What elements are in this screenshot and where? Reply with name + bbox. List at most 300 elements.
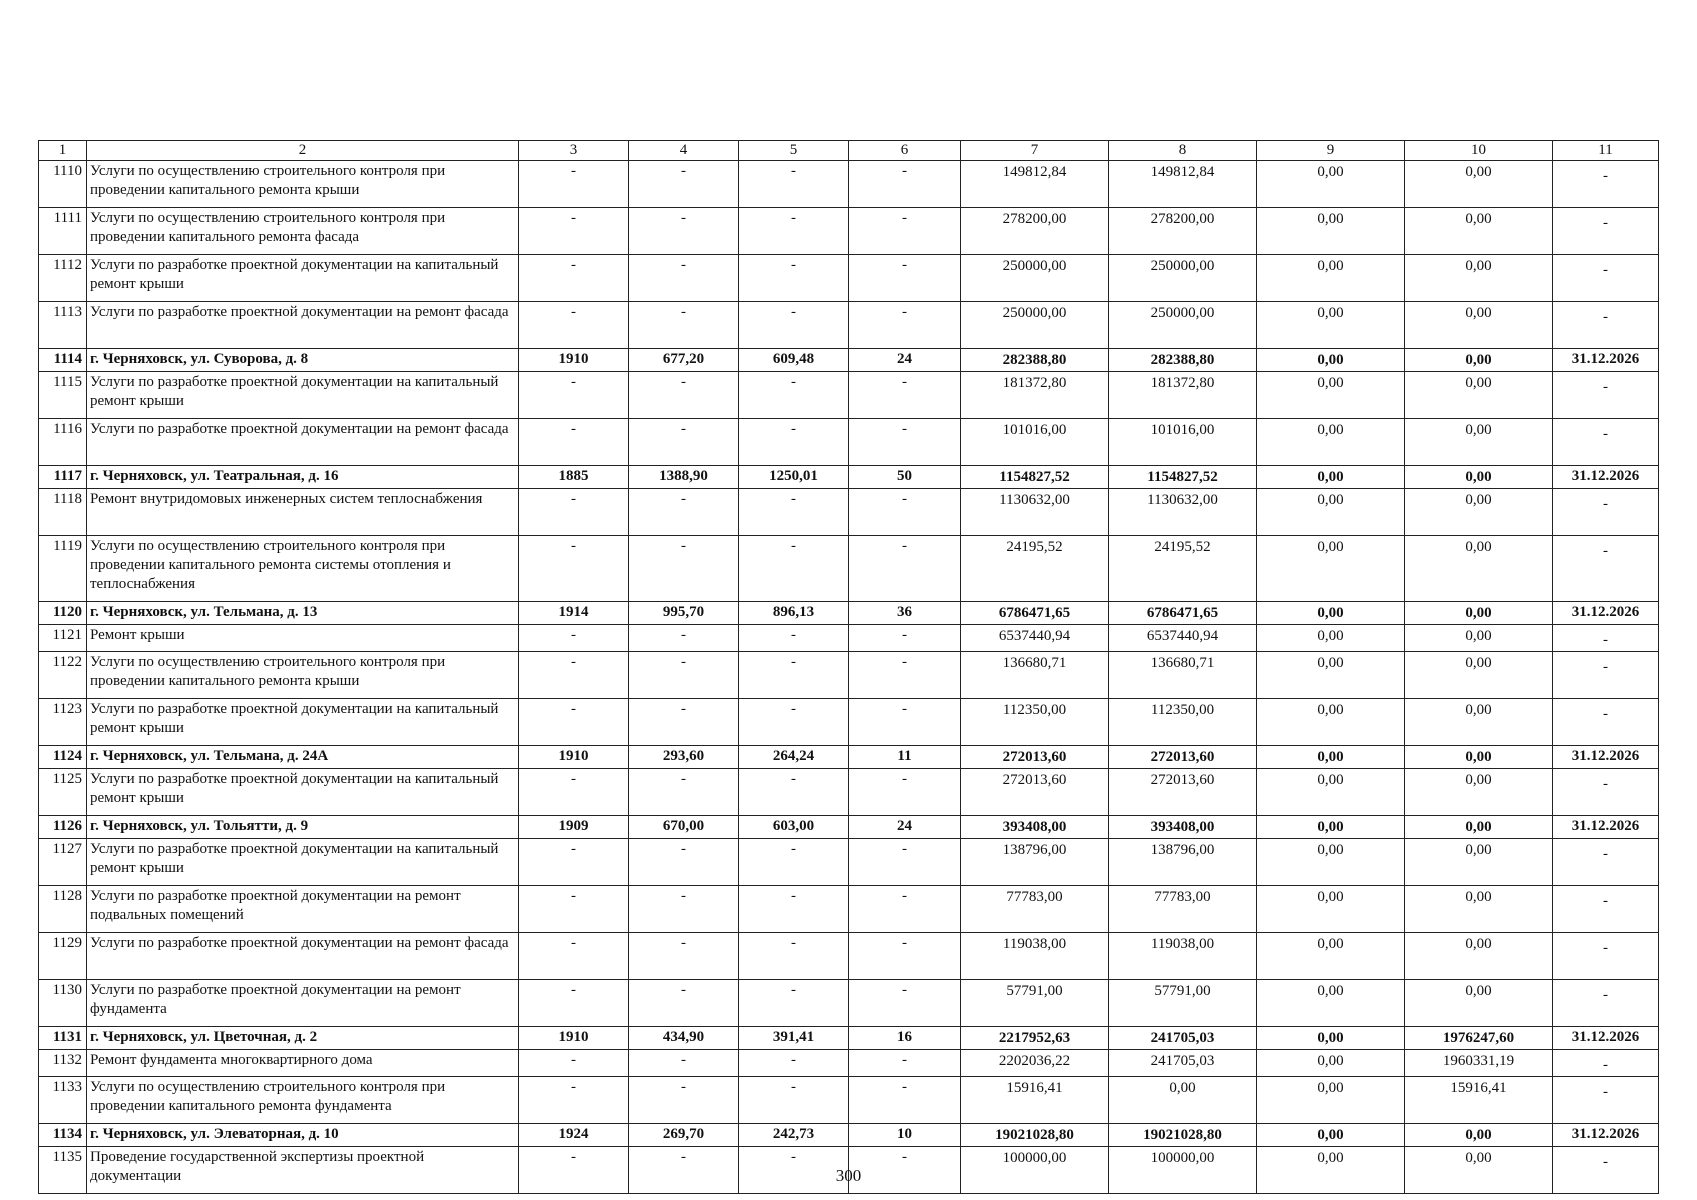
cell-col-2: г. Черняховск, ул. Элеваторная, д. 10 (87, 1124, 519, 1147)
cell-col-1: 1119 (39, 536, 87, 602)
cell-col-11: - (1553, 933, 1659, 980)
cell-col-7: 77783,00 (961, 886, 1109, 933)
cell-col-1: 1134 (39, 1124, 87, 1147)
cell-col-8: 241705,03 (1109, 1027, 1257, 1050)
cell-col-8: 6537440,94 (1109, 625, 1257, 652)
cell-col-3: - (519, 372, 629, 419)
cell-col-8: 0,00 (1109, 1077, 1257, 1124)
cell-col-11: - (1553, 372, 1659, 419)
cell-col-2: Услуги по разработке проектной документации на капитальный ремонт крыши (87, 255, 519, 302)
column-number-3: 3 (519, 141, 629, 161)
cell-col-6: - (849, 699, 961, 746)
cell-col-7: 250000,00 (961, 255, 1109, 302)
cell-col-5: - (739, 255, 849, 302)
cell-col-8: 278200,00 (1109, 208, 1257, 255)
cell-col-7: 112350,00 (961, 699, 1109, 746)
cell-col-2: Услуги по разработке проектной документации на капитальный ремонт крыши (87, 699, 519, 746)
column-number-10: 10 (1405, 141, 1553, 161)
cell-col-11: - (1553, 419, 1659, 466)
cell-col-7: 101016,00 (961, 419, 1109, 466)
cell-col-1: 1114 (39, 349, 87, 372)
cell-col-10: 15916,41 (1405, 1077, 1553, 1124)
cell-col-4: 670,00 (629, 816, 739, 839)
cell-col-10: 0,00 (1405, 886, 1553, 933)
cell-col-7: 278200,00 (961, 208, 1109, 255)
cell-col-11: 31.12.2026 (1553, 1027, 1659, 1050)
column-number-2: 2 (87, 141, 519, 161)
cell-col-2: Услуги по разработке проектной документации на капитальный ремонт крыши (87, 372, 519, 419)
cell-col-9: 0,00 (1257, 536, 1405, 602)
cell-col-11: - (1553, 489, 1659, 536)
cell-col-8: 19021028,80 (1109, 1124, 1257, 1147)
cell-col-4: - (629, 625, 739, 652)
cell-col-10: 0,00 (1405, 161, 1553, 208)
cell-col-9: 0,00 (1257, 349, 1405, 372)
cell-col-1: 1129 (39, 933, 87, 980)
cell-col-5: - (739, 302, 849, 349)
cell-col-2: Услуги по разработке проектной документации на ремонт фасада (87, 419, 519, 466)
table-row (39, 255, 1659, 302)
cell-col-8: 24195,52 (1109, 536, 1257, 602)
cell-col-1: 1113 (39, 302, 87, 349)
column-number-4: 4 (629, 141, 739, 161)
table-row (39, 652, 1659, 699)
cell-col-3: - (519, 980, 629, 1027)
cell-col-9: 0,00 (1257, 1050, 1405, 1077)
cell-col-1: 1125 (39, 769, 87, 816)
cell-col-10: 1960331,19 (1405, 1050, 1553, 1077)
cell-col-5: - (739, 625, 849, 652)
cell-col-11: - (1553, 208, 1659, 255)
address-row (39, 746, 1659, 769)
cell-col-5: - (739, 839, 849, 886)
cell-col-10: 0,00 (1405, 489, 1553, 536)
cell-col-8: 241705,03 (1109, 1050, 1257, 1077)
table-row (39, 980, 1659, 1027)
cell-col-7: 6537440,94 (961, 625, 1109, 652)
cell-col-6: - (849, 1077, 961, 1124)
cell-col-5: - (739, 699, 849, 746)
cell-col-3: - (519, 489, 629, 536)
page-number: 300 (835, 1166, 862, 1185)
cell-col-11: - (1553, 1147, 1659, 1194)
cell-col-4: - (629, 161, 739, 208)
cell-col-3: 1910 (519, 1027, 629, 1050)
cell-col-2: Проведение государственной экспертизы проектной документации (87, 1147, 519, 1194)
cell-col-10: 0,00 (1405, 255, 1553, 302)
cell-col-9: 0,00 (1257, 602, 1405, 625)
address-row (39, 466, 1659, 489)
cell-col-2: Услуги по осуществлению строительного контроля при проведении капитального ремонта фасада (87, 208, 519, 255)
cell-col-2: г. Черняховск, ул. Суворова, д. 8 (87, 349, 519, 372)
cell-col-9: 0,00 (1257, 489, 1405, 536)
column-number-row (39, 141, 1659, 161)
cell-col-3: - (519, 536, 629, 602)
cell-col-6: - (849, 1050, 961, 1077)
cell-col-8: 1130632,00 (1109, 489, 1257, 536)
cell-col-3: - (519, 1050, 629, 1077)
cell-col-2: г. Черняховск, ул. Тельмана, д. 13 (87, 602, 519, 625)
cell-col-2: Услуги по осуществлению строительного контроля при проведении капитального ремонта системы отопления и теплоснабжения (87, 536, 519, 602)
cell-col-1: 1131 (39, 1027, 87, 1050)
address-row (39, 1124, 1659, 1147)
cell-col-9: 0,00 (1257, 419, 1405, 466)
cell-col-6: - (849, 652, 961, 699)
table-row (39, 886, 1659, 933)
cell-col-6: - (849, 372, 961, 419)
cell-col-9: 0,00 (1257, 466, 1405, 489)
cell-col-2: Услуги по разработке проектной документации на ремонт фасада (87, 933, 519, 980)
cell-col-11: 31.12.2026 (1553, 816, 1659, 839)
cell-col-3: 1910 (519, 349, 629, 372)
cell-col-7: 181372,80 (961, 372, 1109, 419)
cell-col-9: 0,00 (1257, 652, 1405, 699)
cell-col-8: 57791,00 (1109, 980, 1257, 1027)
cell-col-6: - (849, 536, 961, 602)
cell-col-10: 0,00 (1405, 699, 1553, 746)
cell-col-11: 31.12.2026 (1553, 349, 1659, 372)
table-row (39, 302, 1659, 349)
cell-col-6: - (849, 933, 961, 980)
cell-col-10: 0,00 (1405, 625, 1553, 652)
cell-col-9: 0,00 (1257, 769, 1405, 816)
cell-col-2: Услуги по осуществлению строительного контроля при проведении капитального ремонта фундамента (87, 1077, 519, 1124)
cell-col-10: 0,00 (1405, 933, 1553, 980)
column-number-9: 9 (1257, 141, 1405, 161)
cell-col-2: Услуги по разработке проектной документации на ремонт фундамента (87, 980, 519, 1027)
cell-col-1: 1121 (39, 625, 87, 652)
cell-col-4: - (629, 372, 739, 419)
cell-col-7: 250000,00 (961, 302, 1109, 349)
cell-col-8: 77783,00 (1109, 886, 1257, 933)
cell-col-3: - (519, 769, 629, 816)
cell-col-7: 282388,80 (961, 349, 1109, 372)
cell-col-10: 0,00 (1405, 980, 1553, 1027)
table-row (39, 372, 1659, 419)
cell-col-2: Услуги по разработке проектной документации на капитальный ремонт крыши (87, 769, 519, 816)
cell-col-3: - (519, 255, 629, 302)
cell-col-4: - (629, 652, 739, 699)
cell-col-6: 11 (849, 746, 961, 769)
cell-col-7: 1154827,52 (961, 466, 1109, 489)
cell-col-10: 0,00 (1405, 208, 1553, 255)
cell-col-9: 0,00 (1257, 886, 1405, 933)
table-row (39, 625, 1659, 652)
cell-col-4: - (629, 839, 739, 886)
cell-col-3: - (519, 1077, 629, 1124)
cell-col-7: 2217952,63 (961, 1027, 1109, 1050)
cell-col-6: - (849, 419, 961, 466)
column-number-11: 11 (1553, 141, 1659, 161)
cell-col-9: 0,00 (1257, 816, 1405, 839)
cell-col-8: 282388,80 (1109, 349, 1257, 372)
cell-col-6: 50 (849, 466, 961, 489)
cell-col-2: Услуги по разработке проектной документации на ремонт фасада (87, 302, 519, 349)
cell-col-2: Ремонт фундамента многоквартирного дома (87, 1050, 519, 1077)
cell-col-5: - (739, 769, 849, 816)
cell-col-4: 293,60 (629, 746, 739, 769)
cell-col-1: 1120 (39, 602, 87, 625)
cell-col-3: - (519, 933, 629, 980)
cell-col-5: - (739, 372, 849, 419)
cell-col-11: - (1553, 536, 1659, 602)
cell-col-9: 0,00 (1257, 839, 1405, 886)
table-row (39, 1050, 1659, 1077)
cell-col-3: - (519, 652, 629, 699)
cell-col-5: - (739, 933, 849, 980)
cell-col-8: 393408,00 (1109, 816, 1257, 839)
column-number-8: 8 (1109, 141, 1257, 161)
cell-col-8: 250000,00 (1109, 255, 1257, 302)
cell-col-8: 136680,71 (1109, 652, 1257, 699)
cell-col-6: - (849, 161, 961, 208)
cell-col-9: 0,00 (1257, 980, 1405, 1027)
cell-col-11: 31.12.2026 (1553, 1124, 1659, 1147)
cell-col-5: - (739, 161, 849, 208)
cell-col-6: 10 (849, 1124, 961, 1147)
cell-col-6: - (849, 980, 961, 1027)
cell-col-1: 1111 (39, 208, 87, 255)
cell-col-9: 0,00 (1257, 161, 1405, 208)
cell-col-3: - (519, 839, 629, 886)
cell-col-1: 1110 (39, 161, 87, 208)
cell-col-6: 24 (849, 816, 961, 839)
cell-col-8: 100000,00 (1109, 1147, 1257, 1194)
cell-col-9: 0,00 (1257, 372, 1405, 419)
cell-col-7: 138796,00 (961, 839, 1109, 886)
cell-col-10: 0,00 (1405, 302, 1553, 349)
cell-col-9: 0,00 (1257, 302, 1405, 349)
cell-col-3: 1885 (519, 466, 629, 489)
cell-col-5: - (739, 1050, 849, 1077)
cell-col-9: 0,00 (1257, 699, 1405, 746)
cell-col-10: 0,00 (1405, 1147, 1553, 1194)
cell-col-5: - (739, 489, 849, 536)
cell-col-8: 119038,00 (1109, 933, 1257, 980)
cell-col-2: Услуги по разработке проектной документации на ремонт подвальных помещений (87, 886, 519, 933)
cell-col-1: 1116 (39, 419, 87, 466)
cell-col-4: - (629, 419, 739, 466)
cell-col-4: - (629, 769, 739, 816)
cell-col-8: 272013,60 (1109, 746, 1257, 769)
cell-col-4: 995,70 (629, 602, 739, 625)
cell-col-1: 1128 (39, 886, 87, 933)
cell-col-1: 1124 (39, 746, 87, 769)
cell-col-11: 31.12.2026 (1553, 602, 1659, 625)
cell-col-6: 36 (849, 602, 961, 625)
cell-col-5: 391,41 (739, 1027, 849, 1050)
cell-col-4: - (629, 208, 739, 255)
cell-col-6: - (849, 886, 961, 933)
cell-col-7: 1130632,00 (961, 489, 1109, 536)
cell-col-6: 16 (849, 1027, 961, 1050)
cell-col-3: - (519, 625, 629, 652)
cell-col-11: - (1553, 1077, 1659, 1124)
cell-col-3: - (519, 419, 629, 466)
cell-col-5: - (739, 886, 849, 933)
cell-col-4: - (629, 1050, 739, 1077)
cell-col-11: 31.12.2026 (1553, 466, 1659, 489)
cell-col-3: - (519, 1147, 629, 1194)
cell-col-5: - (739, 419, 849, 466)
cell-col-3: - (519, 886, 629, 933)
cell-col-2: Услуги по разработке проектной документации на капитальный ремонт крыши (87, 839, 519, 886)
cell-col-6: - (849, 302, 961, 349)
cell-col-4: 677,20 (629, 349, 739, 372)
table-row (39, 839, 1659, 886)
cell-col-8: 138796,00 (1109, 839, 1257, 886)
cell-col-7: 100000,00 (961, 1147, 1109, 1194)
cell-col-2: г. Черняховск, ул. Тельмана, д. 24А (87, 746, 519, 769)
cell-col-8: 1154827,52 (1109, 466, 1257, 489)
table-row (39, 933, 1659, 980)
cell-col-4: - (629, 302, 739, 349)
cell-col-7: 57791,00 (961, 980, 1109, 1027)
cell-col-10: 0,00 (1405, 466, 1553, 489)
cell-col-4: - (629, 1077, 739, 1124)
cell-col-7: 119038,00 (961, 933, 1109, 980)
cell-col-9: 0,00 (1257, 1077, 1405, 1124)
table-row (39, 208, 1659, 255)
cell-col-10: 0,00 (1405, 1124, 1553, 1147)
cell-col-11: 31.12.2026 (1553, 746, 1659, 769)
cell-col-10: 0,00 (1405, 746, 1553, 769)
cell-col-7: 15916,41 (961, 1077, 1109, 1124)
cell-col-11: - (1553, 769, 1659, 816)
table-row (39, 419, 1659, 466)
cell-col-2: Ремонт крыши (87, 625, 519, 652)
table-row (39, 489, 1659, 536)
cell-col-11: - (1553, 980, 1659, 1027)
cell-col-9: 0,00 (1257, 1147, 1405, 1194)
cell-col-4: - (629, 933, 739, 980)
cell-col-4: - (629, 886, 739, 933)
cell-col-1: 1123 (39, 699, 87, 746)
cell-col-10: 0,00 (1405, 536, 1553, 602)
cell-col-7: 149812,84 (961, 161, 1109, 208)
cell-col-6: - (849, 769, 961, 816)
cell-col-9: 0,00 (1257, 208, 1405, 255)
address-row (39, 816, 1659, 839)
cell-col-7: 136680,71 (961, 652, 1109, 699)
cell-col-1: 1115 (39, 372, 87, 419)
address-row (39, 349, 1659, 372)
cell-col-9: 0,00 (1257, 625, 1405, 652)
cell-col-10: 0,00 (1405, 419, 1553, 466)
cell-col-5: 603,00 (739, 816, 849, 839)
cell-col-6: - (849, 1147, 961, 1194)
cell-col-2: г. Черняховск, ул. Театральная, д. 16 (87, 466, 519, 489)
cell-col-2: г. Черняховск, ул. Цветочная, д. 2 (87, 1027, 519, 1050)
table-row (39, 161, 1659, 208)
cell-col-8: 181372,80 (1109, 372, 1257, 419)
cell-col-2: Ремонт внутридомовых инженерных систем теплоснабжения (87, 489, 519, 536)
cell-col-3: - (519, 208, 629, 255)
cell-col-7: 24195,52 (961, 536, 1109, 602)
cell-col-2: г. Черняховск, ул. Тольятти, д. 9 (87, 816, 519, 839)
cell-col-11: - (1553, 699, 1659, 746)
cell-col-7: 6786471,65 (961, 602, 1109, 625)
cell-col-6: - (849, 489, 961, 536)
cell-col-10: 1976247,60 (1405, 1027, 1553, 1050)
cell-col-5: - (739, 1147, 849, 1194)
cell-col-7: 2202036,22 (961, 1050, 1109, 1077)
cell-col-1: 1133 (39, 1077, 87, 1124)
cell-col-3: - (519, 302, 629, 349)
cell-col-11: - (1553, 839, 1659, 886)
cell-col-1: 1127 (39, 839, 87, 886)
cell-col-3: 1914 (519, 602, 629, 625)
cell-col-5: 1250,01 (739, 466, 849, 489)
cell-col-5: - (739, 980, 849, 1027)
cell-col-3: 1909 (519, 816, 629, 839)
cell-col-5: - (739, 1077, 849, 1124)
cell-col-8: 101016,00 (1109, 419, 1257, 466)
cell-col-8: 149812,84 (1109, 161, 1257, 208)
cell-col-8: 6786471,65 (1109, 602, 1257, 625)
column-number-6: 6 (849, 141, 961, 161)
cell-col-11: - (1553, 625, 1659, 652)
cell-col-5: 609,48 (739, 349, 849, 372)
address-row (39, 602, 1659, 625)
cell-col-10: 0,00 (1405, 769, 1553, 816)
cell-col-9: 0,00 (1257, 746, 1405, 769)
capital-repair-table (38, 140, 1659, 1194)
cell-col-2: Услуги по осуществлению строительного контроля при проведении капитального ремонта крыши (87, 652, 519, 699)
cell-col-4: - (629, 1147, 739, 1194)
cell-col-5: 896,13 (739, 602, 849, 625)
cell-col-8: 250000,00 (1109, 302, 1257, 349)
cell-col-11: - (1553, 886, 1659, 933)
table-row (39, 769, 1659, 816)
cell-col-4: - (629, 699, 739, 746)
cell-col-1: 1118 (39, 489, 87, 536)
column-number-5: 5 (739, 141, 849, 161)
cell-col-10: 0,00 (1405, 652, 1553, 699)
table-row (39, 1077, 1659, 1124)
cell-col-3: - (519, 699, 629, 746)
cell-col-3: 1910 (519, 746, 629, 769)
cell-col-5: - (739, 536, 849, 602)
cell-col-6: - (849, 625, 961, 652)
cell-col-9: 0,00 (1257, 933, 1405, 980)
cell-col-6: 24 (849, 349, 961, 372)
cell-col-4: 269,70 (629, 1124, 739, 1147)
cell-col-5: 242,73 (739, 1124, 849, 1147)
cell-col-6: - (849, 208, 961, 255)
cell-col-11: - (1553, 1050, 1659, 1077)
cell-col-8: 112350,00 (1109, 699, 1257, 746)
cell-col-7: 272013,60 (961, 746, 1109, 769)
cell-col-10: 0,00 (1405, 816, 1553, 839)
column-number-1: 1 (39, 141, 87, 161)
cell-col-7: 272013,60 (961, 769, 1109, 816)
cell-col-3: - (519, 161, 629, 208)
cell-col-4: - (629, 980, 739, 1027)
cell-col-5: 264,24 (739, 746, 849, 769)
cell-col-9: 0,00 (1257, 1027, 1405, 1050)
cell-col-4: - (629, 489, 739, 536)
cell-col-7: 393408,00 (961, 816, 1109, 839)
cell-col-1: 1122 (39, 652, 87, 699)
cell-col-1: 1117 (39, 466, 87, 489)
cell-col-11: - (1553, 161, 1659, 208)
table-row (39, 536, 1659, 602)
table-row (39, 699, 1659, 746)
cell-col-11: - (1553, 302, 1659, 349)
address-row (39, 1027, 1659, 1050)
cell-col-8: 272013,60 (1109, 769, 1257, 816)
